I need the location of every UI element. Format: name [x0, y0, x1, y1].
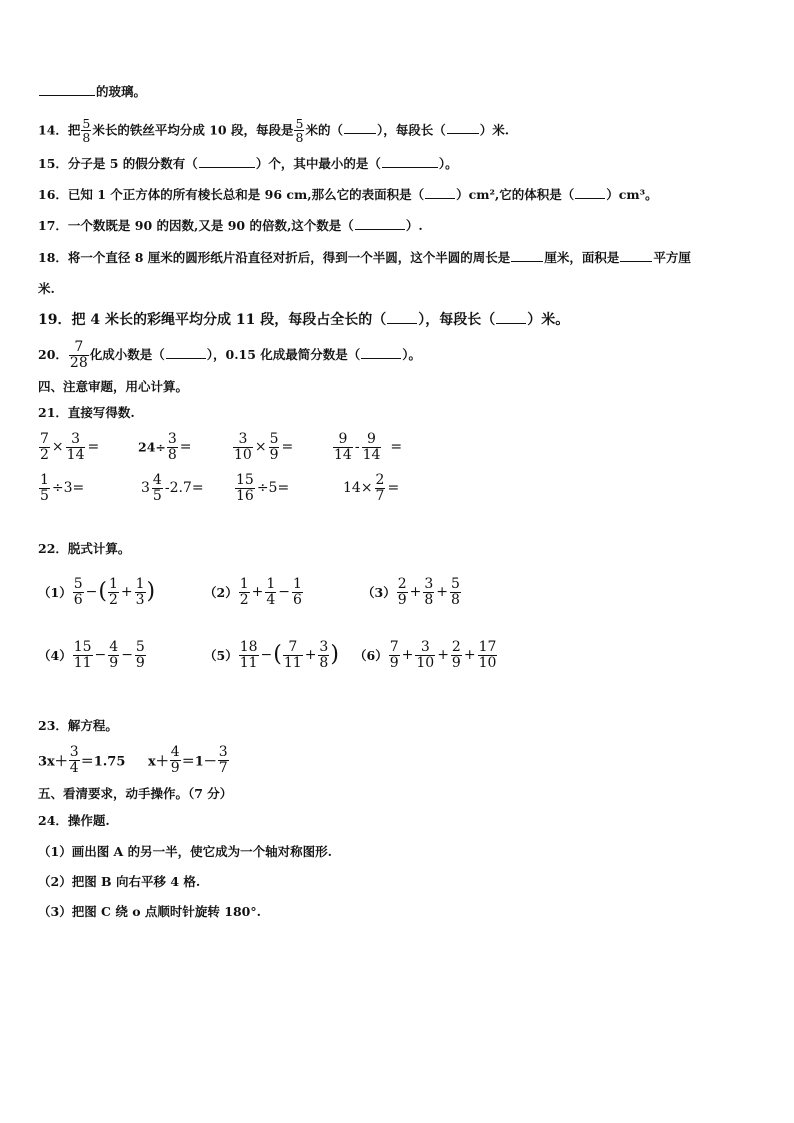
question-24-step-3: （3）把图 C 绕 o 点顺时针旋转 180°.	[38, 904, 261, 919]
fraction: $\frac{1}{5}$	[40, 472, 49, 504]
question-18-continued: 米.	[38, 281, 55, 296]
fraction: $\frac{2}{9}$	[397, 576, 407, 608]
calc-22-3: （3） $\frac{2}{9}$ + $\frac{3}{8}$ + $\frac{5}{8}$	[362, 576, 460, 608]
fraction: $\frac{1}{6}$	[293, 576, 302, 608]
question-19: 19．把 4 米长的彩绳平均分成 11 段，每段占全长的（ ），每段长（ ）米。	[38, 312, 570, 328]
answer-blank	[344, 132, 376, 134]
fraction: $\frac{4}{9}$	[109, 639, 119, 671]
fraction: $\frac{9}{14}$	[334, 431, 352, 463]
calc-21-2: 24÷ $\frac{3}{8}$ =	[138, 431, 192, 463]
question-21-title: 21．直接写得数.	[38, 405, 135, 420]
answer-blank	[575, 197, 605, 199]
answer-blank	[447, 132, 479, 134]
question-17: 17．一个数既是 90 的因数,又是 90 的倍数,这个数是（ ）.	[38, 218, 423, 233]
calc-21-3: $\frac{3}{10}$ × $\frac{5}{9}$ =	[234, 431, 294, 463]
question-18: 18．将一个直径 8 厘米的圆形纸片沿直径对折后，得到一个半圆，这个半圆的周长是 厘米，面积是 平方厘	[38, 250, 691, 265]
fraction: $\frac{3}{10}$	[416, 639, 435, 671]
fraction: $\frac{7}{2}$	[40, 431, 49, 463]
fraction: $\frac{1}{2}$	[108, 576, 118, 608]
question-16: 16．已知 1 个正方体的所有棱长总和是 96 cm,那么它的表面积是（ ）cm²,它的体积是（ ）cm³。	[38, 187, 658, 202]
section-4-heading: 四、注意审题，用心计算。	[38, 379, 189, 394]
fraction: $\frac{5}{6}$	[73, 576, 83, 608]
fraction: $\frac{5}{8}$	[451, 576, 460, 608]
question-22-title: 22．脱式计算。	[38, 541, 131, 556]
question-20: 20． $\frac{7}{28}$ 化成小数是（ ），0.15 化成最简分数是（ ）。	[38, 339, 422, 371]
answer-blank	[39, 94, 95, 96]
fraction: $\frac{17}{10}$	[478, 639, 497, 671]
calc-22-6: （6） $\frac{7}{9}$ + $\frac{3}{10}$ + $\frac{2}{9}$ + $\frac{17}{10}$	[354, 639, 497, 671]
fraction: $\frac{7}{11}$	[283, 639, 302, 671]
question-23-title: 23．解方程。	[38, 718, 118, 733]
answer-blank	[496, 322, 526, 324]
question-15: 15．分子是 5 的假分数有（ ）个，其中最小的是（ ）。	[38, 156, 458, 171]
answer-blank	[361, 357, 401, 359]
calc-21-1: $\frac{7}{2}$ × $\frac{3}{14}$ =	[40, 431, 100, 463]
equation-2: x＋ $\frac{4}{9}$ ＝1－ $\frac{3}{7}$	[148, 744, 228, 776]
calc-21-5: $\frac{1}{5}$ ÷3=	[40, 472, 85, 504]
section-5-heading: 五、看清要求，动手操作。（7 分）	[38, 786, 233, 801]
fraction: $\frac{18}{11}$	[239, 639, 258, 671]
fraction: $\frac{1}{2}$	[239, 576, 249, 608]
fraction: $\frac{3}{14}$	[66, 431, 85, 463]
fraction: $\frac{5}{8}$	[295, 116, 304, 146]
answer-blank	[199, 166, 255, 168]
answer-blank	[387, 322, 417, 324]
fraction: $\frac{3}{4}$	[69, 744, 79, 776]
fraction: $\frac{15}{11}$	[73, 639, 92, 671]
fraction: $\frac{3}{10}$	[234, 431, 252, 463]
answer-blank	[511, 260, 543, 262]
question-14: 14．把 $\frac{5}{8}$ 米长的铁丝平均分成 10 段，每段是 $\frac{5}{8}$ 米的（ ），每段长（ ）米.	[38, 116, 510, 146]
answer-blank	[620, 260, 652, 262]
equation-1: 3x＋ $\frac{3}{4}$ ＝1.75	[38, 744, 126, 776]
calc-21-6: 3 $\frac{4}{5}$ -2.7=	[141, 472, 204, 504]
fraction: $\frac{2}{7}$	[375, 472, 385, 504]
calc-21-8: 14× $\frac{2}{7}$ =	[343, 472, 400, 504]
calc-21-7: $\frac{15}{16}$ ÷5=	[236, 472, 290, 504]
fraction: $\frac{3}{8}$	[319, 639, 329, 671]
fraction: $\frac{5}{8}$	[82, 116, 91, 146]
question-24-step-2: （2）把图 B 向右平移 4 格.	[38, 874, 201, 889]
fraction: $\frac{3}{8}$	[424, 576, 434, 608]
fraction: $\frac{1}{3}$	[135, 576, 145, 608]
answer-blank	[355, 228, 405, 230]
calc-21-4: $\frac{9}{14}$ - $\frac{9}{14}$ =	[334, 431, 403, 463]
calc-22-1: （1） $\frac{5}{6}$ −( $\frac{1}{2}$ + $\frac{1}{3}$ )	[38, 576, 156, 608]
fraction: $\frac{4}{5}$	[152, 472, 162, 504]
fraction: $\frac{5}{9}$	[135, 639, 145, 671]
question-24-step-1: （1）画出图 A 的另一半，使它成为一个轴对称图形.	[38, 844, 332, 859]
fraction: $\frac{7}{28}$	[69, 339, 88, 371]
question-24-title: 24．操作题.	[38, 813, 110, 828]
answer-blank	[166, 357, 206, 359]
fraction: $\frac{7}{9}$	[389, 639, 399, 671]
calc-22-5: （5） $\frac{18}{11}$ −( $\frac{7}{11}$ + $\frac{3}{8}$ )	[204, 639, 339, 671]
fraction: $\frac{3}{8}$	[167, 431, 177, 463]
fraction: $\frac{15}{16}$	[236, 472, 254, 504]
calc-22-4: （4） $\frac{15}{11}$ − $\frac{4}{9}$ − $\frac{5}{9}$	[38, 639, 145, 671]
answer-blank	[382, 166, 438, 168]
q13-tail: 的玻璃。	[38, 86, 146, 99]
fraction: $\frac{4}{9}$	[170, 744, 180, 776]
calc-22-2: （2） $\frac{1}{2}$ + $\frac{1}{4}$ − $\frac{1}{6}$	[204, 576, 302, 608]
fraction: $\frac{5}{9}$	[269, 431, 279, 463]
fraction: $\frac{9}{14}$	[362, 431, 381, 463]
answer-blank	[425, 197, 455, 199]
fraction: $\frac{3}{7}$	[218, 744, 228, 776]
fraction: $\frac{1}{4}$	[266, 576, 276, 608]
fraction: $\frac{2}{9}$	[451, 639, 461, 671]
